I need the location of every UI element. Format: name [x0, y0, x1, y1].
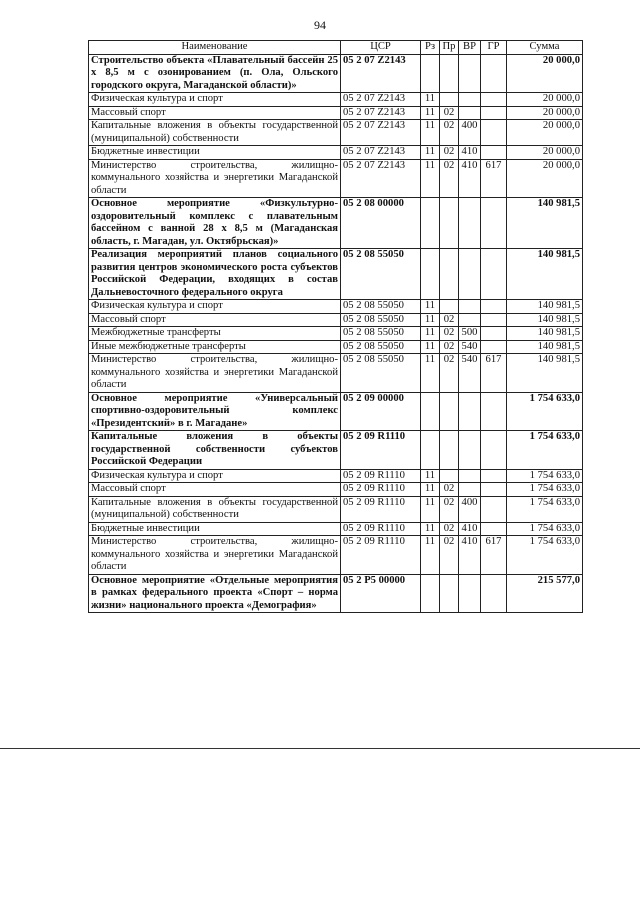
cell-vr: [459, 574, 481, 613]
table-row: [89, 120, 583, 146]
cell-pr: 02: [440, 536, 459, 575]
cell-name: Бюджетные инвестиции: [89, 146, 341, 160]
cell-gr: [481, 496, 507, 522]
cell-gr: [481, 392, 507, 431]
cell-csr: 05 2 08 55050: [341, 249, 421, 300]
cell-vr: [459, 469, 481, 483]
cell-name: Министерство строительства, жилищно-коммунального хозяйства и энергетики Магаданской области: [89, 354, 341, 393]
cell-csr: 05 2 P5 00000: [341, 574, 421, 613]
cell-csr: 05 2 07 Z2143: [341, 54, 421, 93]
cell-gr: [481, 198, 507, 249]
cell-rz: 11: [421, 300, 440, 314]
cell-name: Массовый спорт: [89, 313, 341, 327]
cell-sum: 140 981,5: [507, 313, 583, 327]
header-csr: ЦСР: [341, 41, 421, 55]
cell-sum: 20 000,0: [507, 54, 583, 93]
table-row: [89, 496, 583, 522]
table-row: [89, 313, 583, 327]
cell-name: Массовый спорт: [89, 483, 341, 497]
cell-pr: 02: [440, 327, 459, 341]
cell-name: Капитальные вложения в объекты государственной (муниципальной) собственности: [89, 120, 341, 146]
table-row: [89, 536, 583, 575]
cell-csr: 05 2 08 00000: [341, 198, 421, 249]
cell-rz: 11: [421, 340, 440, 354]
cell-vr: [459, 93, 481, 107]
cell-vr: 540: [459, 354, 481, 393]
cell-sum: 140 981,5: [507, 198, 583, 249]
cell-gr: [481, 483, 507, 497]
table-row: [89, 198, 583, 249]
page-number: 94: [314, 18, 326, 32]
cell-pr: 02: [440, 340, 459, 354]
cell-pr: [440, 198, 459, 249]
cell-sum: 140 981,5: [507, 340, 583, 354]
table-row: [89, 392, 583, 431]
cell-sum: 140 981,5: [507, 300, 583, 314]
cell-sum: 1 754 633,0: [507, 496, 583, 522]
cell-rz: 11: [421, 536, 440, 575]
cell-pr: [440, 574, 459, 613]
cell-sum: 1 754 633,0: [507, 431, 583, 470]
cell-vr: 410: [459, 522, 481, 536]
cell-csr: 05 2 09 R1110: [341, 469, 421, 483]
cell-name: Основное мероприятие «Физкультурно-оздоровительный комплекс с плавательным бассейном с ванной 28 х 8,5 м (Магаданская область, г. Магадан, ул. Октябрьская)»: [89, 198, 341, 249]
cell-vr: [459, 54, 481, 93]
cell-pr: [440, 249, 459, 300]
cell-name: Иные межбюджетные трансферты: [89, 340, 341, 354]
cell-gr: [481, 300, 507, 314]
cell-gr: 617: [481, 354, 507, 393]
cell-sum: 20 000,0: [507, 159, 583, 198]
cell-vr: [459, 483, 481, 497]
cell-vr: 410: [459, 146, 481, 160]
cell-pr: [440, 300, 459, 314]
cell-name: Основное мероприятие «Универсальный спортивно-оздоровительный комплекс «Президентский» в г. Магадане»: [89, 392, 341, 431]
cell-pr: 02: [440, 120, 459, 146]
cell-sum: 1 754 633,0: [507, 522, 583, 536]
cell-sum: 20 000,0: [507, 93, 583, 107]
cell-name: Министерство строительства, жилищно-коммунального хозяйства и энергетики Магаданской области: [89, 159, 341, 198]
cell-pr: 02: [440, 354, 459, 393]
cell-gr: [481, 340, 507, 354]
cell-rz: 11: [421, 120, 440, 146]
cell-sum: 140 981,5: [507, 354, 583, 393]
cell-sum: 20 000,0: [507, 106, 583, 120]
cell-csr: 05 2 09 R1110: [341, 496, 421, 522]
cell-name: Физическая культура и спорт: [89, 93, 341, 107]
cell-sum: 20 000,0: [507, 146, 583, 160]
cell-sum: 1 754 633,0: [507, 469, 583, 483]
cell-vr: [459, 300, 481, 314]
cell-gr: [481, 522, 507, 536]
header-gr: ГР: [481, 41, 507, 55]
cell-name: Массовый спорт: [89, 106, 341, 120]
cell-csr: 05 2 09 R1110: [341, 431, 421, 470]
cell-name: Капитальные вложения в объекты государственной собственности субъектов Российской Федерации: [89, 431, 341, 470]
cell-csr: 05 2 07 Z2143: [341, 120, 421, 146]
cell-pr: [440, 54, 459, 93]
cell-gr: [481, 120, 507, 146]
cell-csr: 05 2 07 Z2143: [341, 106, 421, 120]
cell-csr: 05 2 08 55050: [341, 327, 421, 341]
cell-csr: 05 2 08 55050: [341, 354, 421, 393]
cell-rz: [421, 392, 440, 431]
cell-rz: [421, 574, 440, 613]
cell-csr: 05 2 09 R1110: [341, 483, 421, 497]
cell-rz: 11: [421, 146, 440, 160]
cell-csr: 05 2 09 R1110: [341, 522, 421, 536]
table-row: [89, 431, 583, 470]
cell-vr: 410: [459, 536, 481, 575]
cell-vr: [459, 392, 481, 431]
cell-gr: 617: [481, 536, 507, 575]
cell-rz: [421, 198, 440, 249]
table-row: [89, 93, 583, 107]
cell-vr: 500: [459, 327, 481, 341]
cell-gr: [481, 249, 507, 300]
header-rz: Рз: [421, 41, 440, 55]
cell-pr: 02: [440, 106, 459, 120]
cell-gr: [481, 574, 507, 613]
table-row: [89, 483, 583, 497]
cell-gr: [481, 106, 507, 120]
cell-csr: 05 2 09 R1110: [341, 536, 421, 575]
table-row: [89, 106, 583, 120]
cell-rz: 11: [421, 93, 440, 107]
cell-sum: 1 754 633,0: [507, 536, 583, 575]
table-row: [89, 340, 583, 354]
cell-pr: 02: [440, 313, 459, 327]
cell-vr: 400: [459, 120, 481, 146]
header-name: Наименование: [89, 41, 341, 55]
cell-rz: 11: [421, 354, 440, 393]
cell-gr: [481, 327, 507, 341]
cell-sum: 140 981,5: [507, 327, 583, 341]
cell-pr: [440, 392, 459, 431]
cell-gr: 617: [481, 159, 507, 198]
cell-pr: [440, 431, 459, 470]
cell-csr: 05 2 07 Z2143: [341, 146, 421, 160]
cell-gr: [481, 146, 507, 160]
cell-gr: [481, 313, 507, 327]
cell-name: Физическая культура и спорт: [89, 469, 341, 483]
cell-csr: 05 2 07 Z2143: [341, 159, 421, 198]
cell-gr: [481, 54, 507, 93]
cell-rz: [421, 431, 440, 470]
cell-pr: 02: [440, 146, 459, 160]
cell-csr: 05 2 08 55050: [341, 300, 421, 314]
cell-gr: [481, 469, 507, 483]
table-row: [89, 54, 583, 93]
cell-vr: [459, 106, 481, 120]
table-row: [89, 354, 583, 393]
cell-name: Капитальные вложения в объекты государственной (муниципальной) собственности: [89, 496, 341, 522]
cell-pr: 02: [440, 483, 459, 497]
cell-pr: 02: [440, 496, 459, 522]
cell-vr: 540: [459, 340, 481, 354]
cell-pr: [440, 93, 459, 107]
cell-pr: 02: [440, 522, 459, 536]
cell-name: Межбюджетные трансферты: [89, 327, 341, 341]
table-row: [89, 146, 583, 160]
cell-pr: [440, 469, 459, 483]
header-pr: Пр: [440, 41, 459, 55]
table-row: [89, 300, 583, 314]
cell-name: Бюджетные инвестиции: [89, 522, 341, 536]
table-header-row: [89, 41, 583, 55]
cell-vr: [459, 431, 481, 470]
cell-vr: [459, 313, 481, 327]
cell-sum: 20 000,0: [507, 120, 583, 146]
table-row: [89, 159, 583, 198]
cell-pr: 02: [440, 159, 459, 198]
cell-name: Физическая культура и спорт: [89, 300, 341, 314]
cell-sum: 140 981,5: [507, 249, 583, 300]
cell-name: Министерство строительства, жилищно-коммунального хозяйства и энергетики Магаданской области: [89, 536, 341, 575]
cell-name: Строительство объекта «Плавательный бассейн 25 х 8,5 м с озонированием (п. Ола, Ольского городского округа, Магаданской области)»: [89, 54, 341, 93]
cell-rz: [421, 249, 440, 300]
cell-vr: 410: [459, 159, 481, 198]
cell-gr: [481, 93, 507, 107]
cell-rz: 11: [421, 522, 440, 536]
cell-vr: [459, 198, 481, 249]
table-row: [89, 249, 583, 300]
cell-rz: 11: [421, 327, 440, 341]
cell-rz: [421, 54, 440, 93]
cell-sum: 1 754 633,0: [507, 483, 583, 497]
cell-rz: 11: [421, 483, 440, 497]
cell-name: Реализация мероприятий планов социального развития центров экономического роста субъектов Российской Федерации, входящих в состав Дальневосточного федерального округа: [89, 249, 341, 300]
cell-rz: 11: [421, 469, 440, 483]
header-sum: Сумма: [507, 41, 583, 55]
cell-csr: 05 2 07 Z2143: [341, 93, 421, 107]
table-row: [89, 327, 583, 341]
table-row: [89, 522, 583, 536]
cell-gr: [481, 431, 507, 470]
table-row: [89, 574, 583, 613]
cell-csr: 05 2 09 00000: [341, 392, 421, 431]
cell-rz: 11: [421, 313, 440, 327]
cell-vr: 400: [459, 496, 481, 522]
cell-name: Основное мероприятие «Отдельные мероприятия в рамках федерального проекта «Спорт – норма жизни» национального проекта «Демография»: [89, 574, 341, 613]
cell-rz: 11: [421, 159, 440, 198]
cell-rz: 11: [421, 106, 440, 120]
header-vr: ВР: [459, 41, 481, 55]
cell-vr: [459, 249, 481, 300]
table-row: [89, 469, 583, 483]
cell-sum: 215 577,0: [507, 574, 583, 613]
footer-rule: [0, 748, 640, 749]
cell-csr: 05 2 08 55050: [341, 313, 421, 327]
cell-rz: 11: [421, 496, 440, 522]
cell-csr: 05 2 08 55050: [341, 340, 421, 354]
budget-table: [88, 40, 583, 613]
cell-sum: 1 754 633,0: [507, 392, 583, 431]
